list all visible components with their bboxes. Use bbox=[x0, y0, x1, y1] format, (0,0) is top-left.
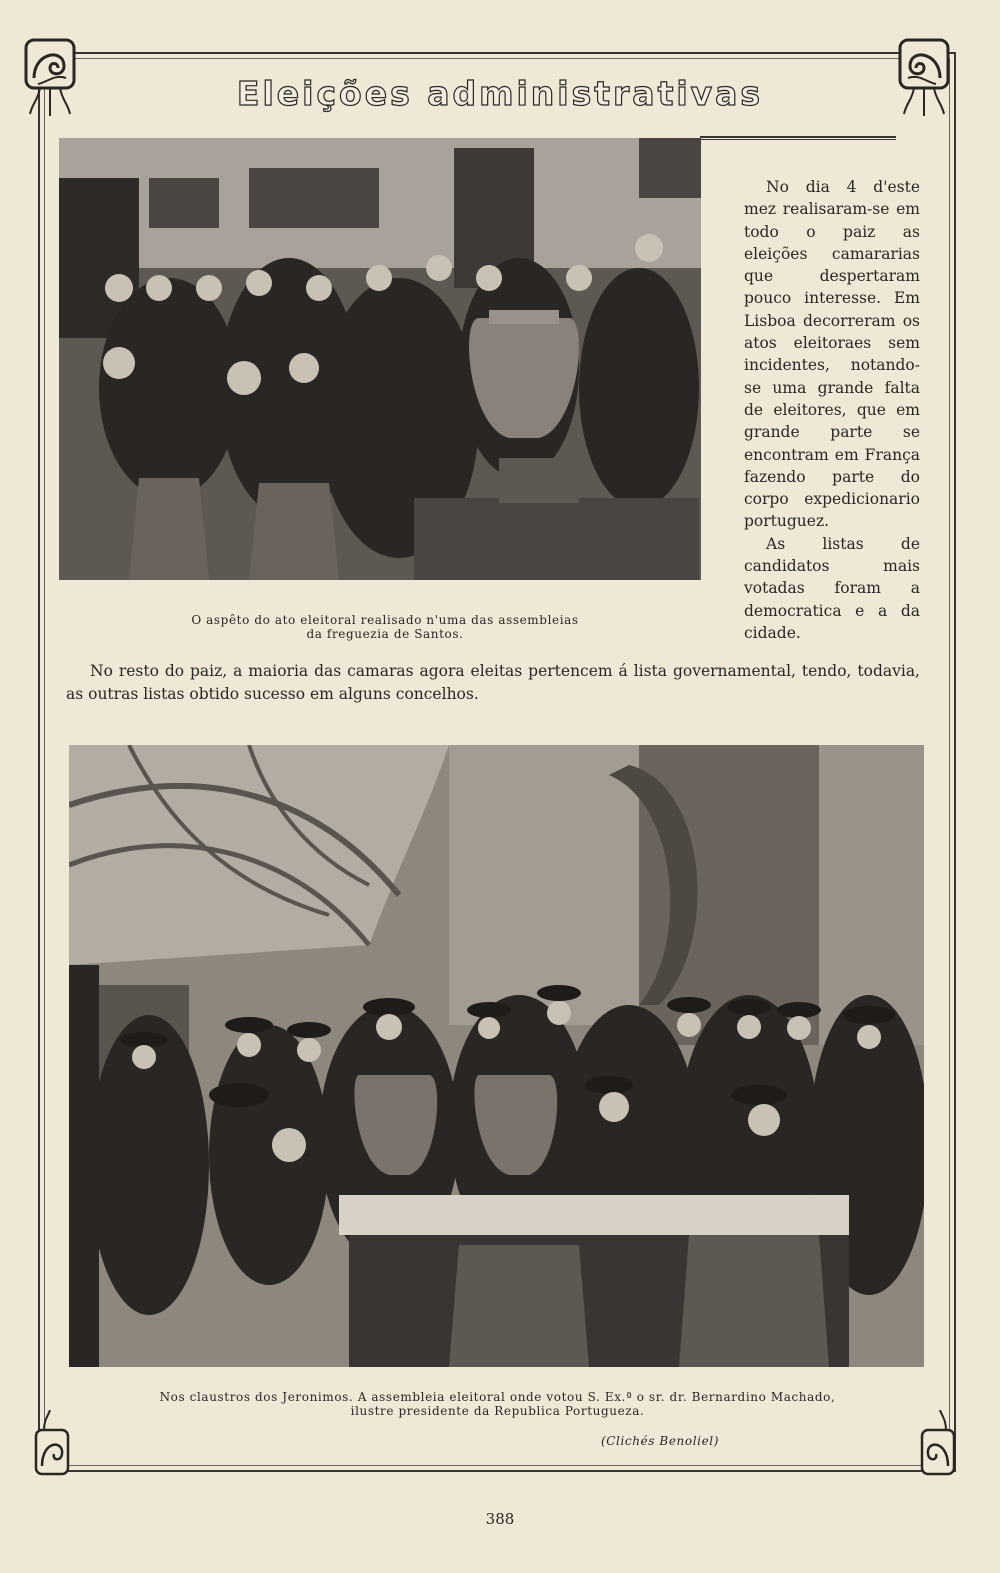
corner-ornament-icon bbox=[898, 38, 950, 118]
photo-assembly-santos bbox=[59, 138, 701, 580]
sidebar-article-text bbox=[744, 176, 920, 644]
photo-1-caption bbox=[120, 613, 650, 641]
page-title: Eleições administrativas bbox=[236, 74, 764, 113]
corner-ornament-icon bbox=[920, 1410, 956, 1476]
corner-ornament-icon bbox=[24, 38, 76, 118]
photo-1-caption-line1: O aspêto do ato eleitoral realisado n'uma das assembleias bbox=[191, 613, 579, 627]
sidebar-paragraph: As listas de candidatos mais votadas foram a democratica e a da cidade. bbox=[744, 534, 920, 642]
photo-jeronimos-cloisters bbox=[69, 745, 924, 1367]
sidebar-paragraph: No dia 4 d'este mez realisaram-se em todo o paiz as eleições camararias que despertaram pouco interesse. Em Lisboa decorreram os atos eleitoraes sem incidentes, notando-se uma grande falta de eleitores, que em grande parte se encontram em França fazendo parte do corpo expedicionario portuguez. bbox=[744, 178, 920, 531]
title-rule bbox=[700, 136, 896, 140]
photo-2-caption bbox=[70, 1390, 925, 1418]
photo-2-caption-line1: Nos claustros dos Jeronimos. A assembleia eleitoral onde votou S. Ex.ª o sr. dr. Bernardino Machado, bbox=[159, 1390, 836, 1404]
photo-credit: (Clichés Benoliel) bbox=[600, 1434, 720, 1448]
body-paragraph: No resto do paiz, a maioria das camaras agora eleitas pertencem á lista governamental, tendo, todavia, as outras listas obtido sucesso em alguns concelhos. bbox=[66, 662, 920, 703]
photo-1-caption-line2: da freguezia de Santos. bbox=[306, 627, 464, 641]
corner-ornament-icon bbox=[34, 1410, 70, 1476]
page-number: 388 bbox=[485, 1510, 515, 1528]
photo-2-caption-line2: ilustre presidente da Republica Portugueza. bbox=[350, 1404, 645, 1418]
